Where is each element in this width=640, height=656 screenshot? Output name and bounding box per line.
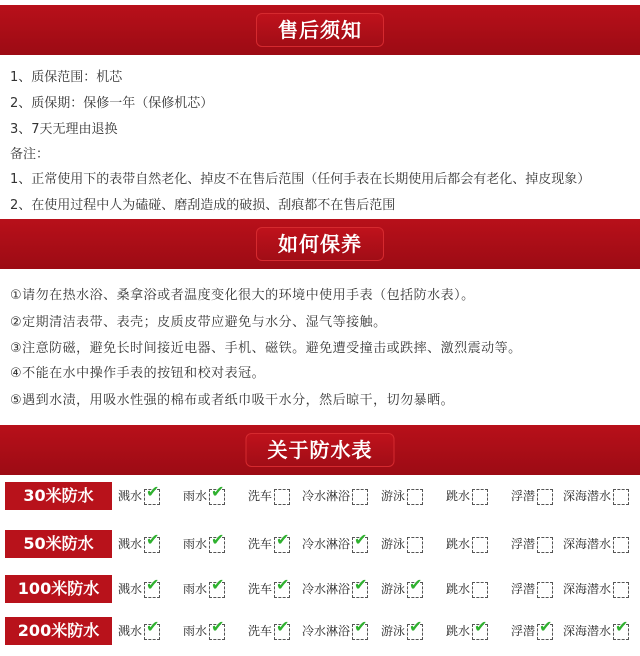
waterproof-activity <box>248 529 290 556</box>
activity-label: 浮潜 <box>511 582 536 596</box>
maintenance-line: ①请勿在热水浴、桑拿浴或者温度变化很大的环境中使用手表（包括防水表）。 <box>10 288 475 303</box>
checkbox <box>613 616 629 640</box>
waterproof-activity <box>248 484 290 508</box>
checkbox <box>537 489 553 505</box>
waterproof-activity <box>302 616 368 643</box>
checkbox <box>144 616 160 640</box>
activity-label: 冷水淋浴 <box>302 582 351 596</box>
checkmark-icon: ✔ <box>354 529 368 549</box>
waterproof-activity <box>118 616 160 643</box>
checkbox <box>352 574 368 598</box>
maintenance-line: ②定期清洁表带、表壳；皮质皮带应避免与水分、湿气等接触。 <box>10 315 387 330</box>
activity-label: 冷水淋浴 <box>302 537 351 551</box>
waterproof-activity <box>302 484 368 508</box>
activity-label: 雨水 <box>183 624 208 638</box>
checkbox <box>144 481 160 505</box>
waterproof-activity <box>446 616 488 643</box>
checkbox <box>209 574 225 598</box>
checkmark-icon: ✔ <box>409 574 423 594</box>
activity-label: 冷水淋浴 <box>302 624 351 638</box>
checkmark-icon: ✔ <box>539 616 553 636</box>
activity-label: 游泳 <box>381 624 406 638</box>
waterproof-activity <box>563 616 629 643</box>
after-sales-line: 1、质保范围：机芯 <box>10 70 123 85</box>
checkbox <box>613 537 629 553</box>
checkbox <box>472 582 488 598</box>
waterproof-activity <box>118 529 160 556</box>
waterproof-activity <box>302 529 368 556</box>
activity-label: 雨水 <box>183 537 208 551</box>
activity-label: 浮潜 <box>511 624 536 638</box>
activity-label: 跳水 <box>446 582 471 596</box>
waterproof-activity <box>118 574 160 601</box>
activity-label: 跳水 <box>446 624 471 638</box>
checkmark-icon: ✔ <box>276 529 290 549</box>
waterproof-activity <box>381 532 423 556</box>
activity-label: 溅水 <box>118 582 143 596</box>
waterproof-activity <box>446 532 488 556</box>
waterproof-activity <box>563 532 629 556</box>
waterproof-activity <box>118 481 160 508</box>
checkmark-icon: ✔ <box>211 529 225 549</box>
waterproof-activity <box>511 484 553 508</box>
checkmark-icon: ✔ <box>354 574 368 594</box>
activity-label: 跳水 <box>446 537 471 551</box>
waterproof-activity <box>183 574 225 601</box>
checkbox <box>274 529 290 553</box>
checkbox <box>613 489 629 505</box>
activity-label: 洗车 <box>248 624 273 638</box>
checkmark-icon: ✔ <box>474 616 488 636</box>
checkmark-icon: ✔ <box>615 616 629 636</box>
activity-label: 浮潜 <box>511 489 536 503</box>
maintenance-line: ③注意防磁，避免长时间接近电器、手机、磁铁。避免遭受撞击或跌摔、激烈震动等。 <box>10 341 522 356</box>
checkmark-icon: ✔ <box>146 481 160 501</box>
activity-label: 深海潜水 <box>563 489 612 503</box>
checkmark-icon: ✔ <box>409 616 423 636</box>
checkbox <box>407 489 423 505</box>
checkmark-icon: ✔ <box>211 481 225 501</box>
waterproof-activity <box>511 577 553 601</box>
waterproof-rating-label: 100米防水 <box>5 575 112 603</box>
checkbox <box>537 582 553 598</box>
waterproof-activity <box>248 574 290 601</box>
checkmark-icon: ✔ <box>146 529 160 549</box>
checkbox <box>144 574 160 598</box>
activity-label: 游泳 <box>381 489 406 503</box>
after-sales-header <box>0 5 640 55</box>
after-sales-line: 备注： <box>10 147 50 162</box>
waterproof-activity <box>446 484 488 508</box>
waterproof-activity <box>302 574 368 601</box>
activity-label: 深海潜水 <box>563 624 612 638</box>
checkbox <box>407 574 423 598</box>
waterproof-header <box>0 425 640 475</box>
checkbox <box>407 537 423 553</box>
checkbox <box>472 616 488 640</box>
checkmark-icon: ✔ <box>211 616 225 636</box>
checkbox <box>274 574 290 598</box>
after-sales-line: 1、正常使用下的表带自然老化、掉皮不在售后范围（任何手表在长期使用后都会有老化、掉皮现象） <box>10 172 591 187</box>
after-sales-line: 3、7天无理由退换 <box>10 122 118 137</box>
waterproof-activity <box>511 616 553 643</box>
waterproof-activity <box>446 577 488 601</box>
checkmark-icon: ✔ <box>211 574 225 594</box>
checkbox <box>209 616 225 640</box>
checkmark-icon: ✔ <box>146 574 160 594</box>
waterproof-activity <box>381 484 423 508</box>
after-sales-line: 2、质保期：保修一年（保修机芯） <box>10 96 214 111</box>
checkbox <box>472 537 488 553</box>
checkbox <box>274 489 290 505</box>
activity-label: 浮潜 <box>511 537 536 551</box>
activity-label: 深海潜水 <box>563 582 612 596</box>
waterproof-title: 关于防水表 <box>246 433 395 467</box>
checkbox <box>209 529 225 553</box>
activity-label: 溅水 <box>118 489 143 503</box>
activity-label: 溅水 <box>118 537 143 551</box>
activity-label: 洗车 <box>248 582 273 596</box>
activity-label: 游泳 <box>381 537 406 551</box>
checkmark-icon: ✔ <box>276 616 290 636</box>
activity-label: 雨水 <box>183 582 208 596</box>
maintenance-line: ⑤遇到水渍，用吸水性强的棉布或者纸巾吸干水分，然后晾干，切勿暴晒。 <box>10 393 455 408</box>
waterproof-activity <box>563 577 629 601</box>
waterproof-activity <box>183 481 225 508</box>
waterproof-activity <box>183 529 225 556</box>
checkbox <box>537 616 553 640</box>
after-sales-title: 售后须知 <box>256 13 384 47</box>
checkbox <box>352 489 368 505</box>
checkbox <box>613 582 629 598</box>
maintenance-header <box>0 219 640 269</box>
checkbox <box>537 537 553 553</box>
waterproof-activity <box>183 616 225 643</box>
activity-label: 溅水 <box>118 624 143 638</box>
checkbox <box>407 616 423 640</box>
waterproof-rating-label: 50米防水 <box>5 530 112 558</box>
checkmark-icon: ✔ <box>276 574 290 594</box>
waterproof-activity <box>563 484 629 508</box>
activity-label: 跳水 <box>446 489 471 503</box>
waterproof-activity <box>381 574 423 601</box>
after-sales-line: 2、在使用过程中人为磕碰、磨刮造成的破损、刮痕都不在售后范围 <box>10 198 396 213</box>
checkbox <box>352 616 368 640</box>
checkbox <box>144 529 160 553</box>
checkbox <box>274 616 290 640</box>
activity-label: 雨水 <box>183 489 208 503</box>
activity-label: 冷水淋浴 <box>302 489 351 503</box>
checkmark-icon: ✔ <box>146 616 160 636</box>
waterproof-activity <box>248 616 290 643</box>
checkbox <box>472 489 488 505</box>
activity-label: 游泳 <box>381 582 406 596</box>
maintenance-title: 如何保养 <box>256 227 384 261</box>
checkbox <box>352 529 368 553</box>
activity-label: 洗车 <box>248 489 273 503</box>
activity-label: 深海潜水 <box>563 537 612 551</box>
checkbox <box>209 481 225 505</box>
waterproof-activity <box>511 532 553 556</box>
checkmark-icon: ✔ <box>354 616 368 636</box>
waterproof-rating-label: 30米防水 <box>5 482 112 510</box>
waterproof-activity <box>381 616 423 643</box>
maintenance-line: ④不能在水中操作手表的按钮和校对表冠。 <box>10 366 266 381</box>
activity-label: 洗车 <box>248 537 273 551</box>
waterproof-rating-label: 200米防水 <box>5 617 112 645</box>
